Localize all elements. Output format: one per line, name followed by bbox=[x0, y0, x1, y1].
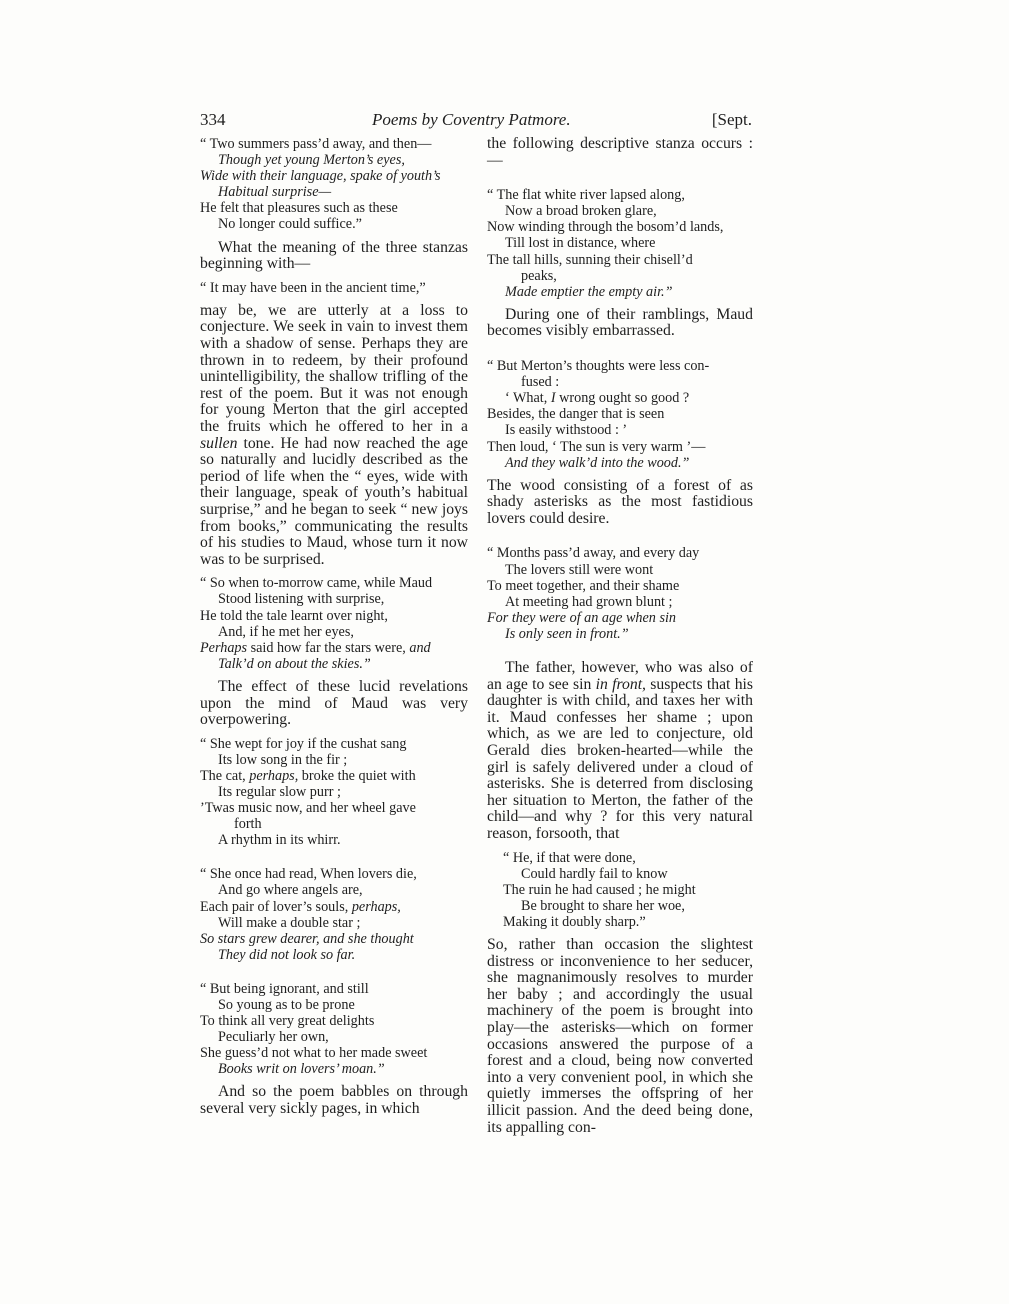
paragraph: the following descriptive stanza occurs :— bbox=[487, 135, 753, 169]
running-title: Poems by Coventry Patmore. bbox=[372, 110, 571, 129]
verse-line: “ Two summers pass’d away, and then— bbox=[200, 136, 432, 152]
verse-block: “ He, if that were done, Could hardly fail to know The ruin he had caused ; he might Be brought to share her woe, Making it doubly sharp.” bbox=[503, 849, 696, 930]
verse-block: “ So when to-morrow came, while Maud Stood listening with surprise, He told the tale learnt over night, And, if he met her eyes, Perhaps said how far the stars were, and Talk’d on about the skies.” bbox=[200, 575, 433, 672]
verse-block: “ She wept for joy if the cushat sang Its low song in the fir ; The cat, perhaps, broke the quiet with Its regular slow purr ; ’Twas music now, and her wheel gave forth A rhythm in its whirr. bbox=[200, 735, 416, 849]
month-label: [Sept. bbox=[711, 110, 752, 129]
paragraph: The father, however, who was also of an age to see sin in front, suspects that his daughter is with child, and taxes her with it. Maud confesses her shame ; upon which, as we are led to conjecture, old Gerald dies broken-hearted—while the girl is safely delivered under a cloud of asterisks. She is deterred from disclosing her situation to Merton, the father of the child—and why ? for this very natural reason, forsooth, that bbox=[487, 659, 754, 842]
paragraph: The wood consisting of a forest of as shady asterisks as the most fastidious lovers could desire. bbox=[487, 476, 753, 527]
verse-line: He felt that pleasures such as these bbox=[200, 200, 398, 217]
verse-line: Wide with their language, spake of youth’s bbox=[200, 168, 441, 185]
paragraph: What the meaning of the three stanzas beginning with— bbox=[200, 238, 468, 273]
verse-block: “ But being ignorant, and still So young as to be prone To think all very great delights Peculiarly her own, She guess’d not what to her made sweet Books writ on lovers’ moan.” bbox=[200, 980, 428, 1078]
paragraph: During one of their ramblings, Maud becomes visibly embarrassed. bbox=[487, 305, 753, 340]
verse-block bbox=[200, 136, 468, 233]
right-column bbox=[487, 136, 753, 1136]
paragraph: And so the poem babbles on through several very sickly pages, in which bbox=[200, 1083, 468, 1118]
verse-block: “ But Merton’s thoughts were less con- fused : ‘ What, I wrong ought so good ? Besides, the danger that is seen Is easily withstood : ’ Then loud, ‘ The sun is very warm ’— And they walk’d into the wood.” bbox=[487, 358, 710, 471]
verse-block: “ The flat white river lapsed along, Now a broad broken glare, Now winding through the bosom’d lands, Till lost in distance, where The tall hills, sunning their chisell’d peaks, Made emptier the empty air.” bbox=[487, 187, 724, 300]
quoted-line: “ It may have been in the ancient time,” bbox=[200, 279, 426, 296]
left-column bbox=[200, 136, 468, 1118]
verse-line: Though yet young Merton’s eyes, bbox=[218, 152, 405, 169]
verse-line: No longer could suffice.” bbox=[218, 216, 362, 233]
paragraph: The effect of these lucid revelations upon the mind of Maud was very overpowering. bbox=[200, 677, 468, 729]
paragraph: may be, we are utterly at a loss to conjecture. We seek in vain to invest them with a shadow of sense. Perhaps they are thrown in to redeem, by their profound unintelligibility, the shallow trifling of the rest of the poem. But it was not enough for young Merton that the girl accepted the fruits which he offered to her in a sullen tone. He had now reached the age so naturally and lucidly described as the period of life when the “ eyes, wide with their language, speak of youth’s habitual surprise,” and he began to seek “ new joys from books,” communicating the results of his studies to Maud, whose turn it now was to be surprised. bbox=[200, 301, 469, 568]
verse-block: “ She once had read, When lovers die, And go where angels are, Each pair of lover’s souls, perhaps, Will make a double star ; So stars grew dearer, and she thought They did not look so far. bbox=[200, 866, 417, 963]
page-header bbox=[200, 110, 752, 134]
paragraph: So, rather than occasion the slightest distress or inconvenience to her seducer, she magnanimously resolves to murder her baby ; and accordingly the usual machinery of the poem is brought into play—the asterisks—which on former occasions answered the purpose of a forest and a cloud, being now converted into a very convenient pool, in which she quietly immerses the offspring of her illicit passion. And the deed being done, its appalling con- bbox=[487, 936, 753, 1136]
verse-line: Habitual surprise— bbox=[218, 184, 332, 201]
page-number: 334 bbox=[200, 110, 226, 129]
verse-block: “ Months pass’d away, and every day The lovers still were wont To meet together, and their shame At meeting had grown blunt ; For they were of an age when sin Is only seen in front.” bbox=[487, 545, 700, 642]
